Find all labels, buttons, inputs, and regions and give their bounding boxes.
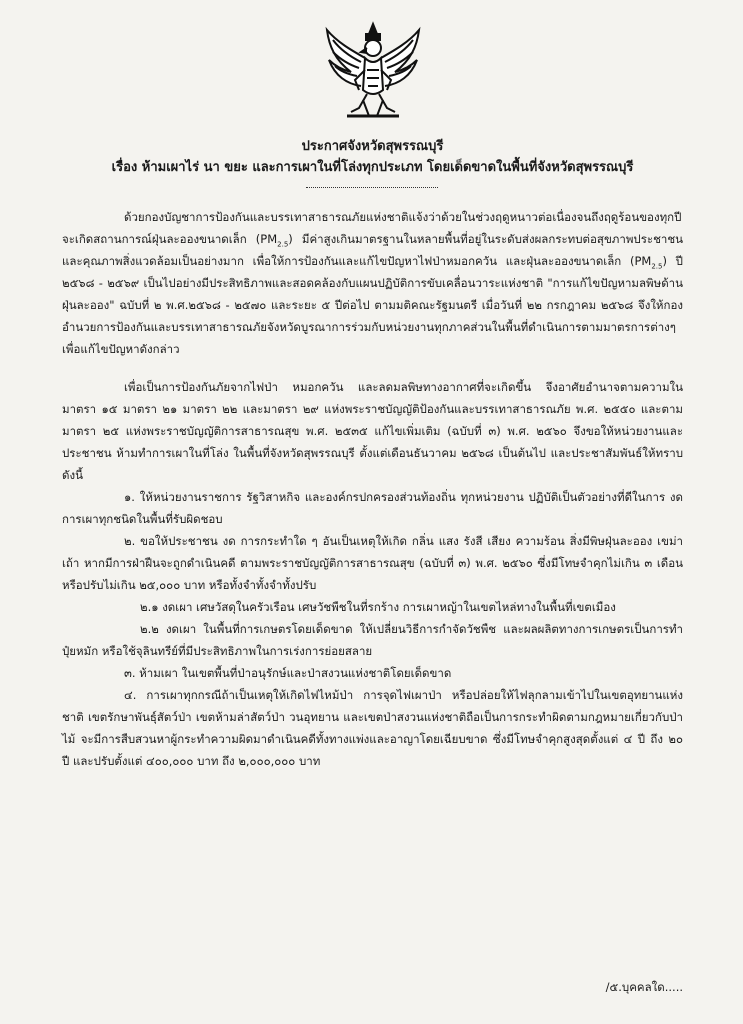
- measure-item-2-2: ๒.๒ งดเผา ในพื้นที่การเกษตรโดยเด็ดขาด ให้เปลี่ยนวิธีการกำจัดวัชพืช และผลผลิตทางการเกษตรเป็นการทำปุ๋ยหมัก หรือใช้จุลินทรีย์ที่มีประสิทธิภาพในการเร่งการย่อยสลาย: [62, 622, 683, 658]
- announcement-title: ประกาศจังหวัดสุพรรณบุรี: [301, 139, 444, 154]
- measure-item-2: ๒. ขอให้ประชาชน งด การกระทำใด ๆ อันเป็นเหตุให้เกิด กลิ่น แสง รังสี เสียง ความร้อน สิ่งมีพิษฝุ่นละออง เขม่า เถ้า หากมีการฝ่าฝืนจะถูกดำเนินคดี ตามพระราชบัญญัติการสาธารณสุข (ฉบับที่ ๓) พ.ศ. ๒๕๖๐ ซึ่งมีโทษจำคุกไม่เกิน ๓ เดือน หรือปรับไม่เกิน ๒๕,๐๐๐ บาท หรือทั้งจำทั้งจำทั้งปรับ: [62, 534, 683, 592]
- paragraph-background: ด้วยกองบัญชาการป้องกันและบรรเทาสาธารณภัยแห่งชาติแจ้งว่าด้วยในช่วงฤดูหนาวต่อเนื่องจนถึงฤดูร้อนของทุกปีจะเกิดสถานการณ์ฝุ่นละอองขนาดเล็ก $(PM_{2.5})$ มีค่าสูงเกินมาตรฐานในหลายพื้นที่อยู่ในระดับส่งผลกระทบต่อสุขภาพประชาชนและคุณภาพสิ่งแวดล้อมเป็นอย่างมาก เพื่อให้การป้องกันและแก้ไขปัญหาไฟป่าหมอกควัน และฝุ่นละอองขนาดเล็ก $(PM_{2.5})$ ปี ๒๕๖๘ - ๒๕๖๙ เป็นไปอย่างมีประสิทธิภาพและสอดคล้องกับแผนปฏิบัติการขับเคลื่อนวาระแห่งชาติ "การแก้ไขปัญหามลพิษด้านฝุ่นละออง" ฉบับที่ ๒ พ.ศ.๒๕๖๘ - ๒๕๗๐ และระยะ ๕ ปีต่อไป ตามมติคณะรัฐมนตรี เมื่อวันที่ ๒๒ กรกฎาคม ๒๕๖๘ จึงให้กองอำนวยการป้องกันและบรรเทาสาธารณภัยจังหวัดบูรณาการร่วมกับหน่วยงานทุกภาคส่วนในพื้นที่ดำเนินการตามมาตรการต่างๆ เพื่อแก้ไขปัญหาดังกล่าว: [62, 210, 684, 356]
- title-divider: [306, 187, 438, 188]
- measure-item-4: ๔. การเผาทุกกรณีถ้าเป็นเหตุให้เกิดไฟไหม้ป่า การจุดไฟเผาป่า หรือปล่อยให้ไฟลุกลามเข้าไปในเขตอุทยานแห่งชาติ เขตรักษาพันธุ์สัตว์ป่า เขตห้ามล่าสัตว์ป่า วนอุทยาน และเขตป่าสงวนแห่งชาติถือเป็นการกระทำผิดตามกฎหมายเกี่ยวกับป่าไม้ จะมีการสืบสวนหาผู้กระทำความผิดมาดำเนินคดีทั้งทางแพ่งและอาญาโดยเฉียบขาด ซึ่งมีโทษจำคุกสูงสุดตั้งแต่ ๔ ปี ถึง ๒๐ ปี และปรับตั้งแต่ ๔๐๐,๐๐๐ บาท ถึง ๒,๐๐๐,๐๐๐ บาท: [62, 688, 683, 768]
- measure-item-1: ๑. ให้หน่วยงานราชการ รัฐวิสาหกิจ และองค์กรปกครองส่วนท้องถิ่น ทุกหน่วยงาน ปฏิบัติเป็นตัวอย่างที่ดีในการ งด การเผาทุกชนิดในพื้นที่รับผิดชอบ: [62, 490, 683, 526]
- paragraph-authority: เพื่อเป็นการป้องกันภัยจากไฟป่า หมอกควัน และลดมลพิษทางอากาศที่จะเกิดขึ้น จึงอาศัยอำนาจตามความในมาตรา ๑๕ มาตรา ๒๑ มาตรา ๒๒ และมาตรา ๒๙ แห่งพระราชบัญญัติป้องกันและบรรเทาสาธารณภัย พ.ศ. ๒๕๕๐ และตามมาตรา ๒๕ แห่งพระราชบัญญัติการสาธารณสุข พ.ศ. ๒๕๓๕ แก้ไขเพิ่มเติม (ฉบับที่ ๓) พ.ศ. ๒๕๖๐ จึงขอให้หน่วยงานและประชาชน ห้ามทำการเผาในที่โล่ง ในพื้นที่จังหวัดสุพรรณบุรี ตั้งแต่เดือนธันวาคม ๒๕๖๘ เป็นต้นไป และประชาสัมพันธ์ให้ทราบ ดังนี้: [62, 380, 683, 482]
- continuation-note: /๕.บุคคลใด.....: [605, 980, 683, 994]
- announcement-subject: เรื่อง ห้ามเผาไร่ นา ขยะ และการเผาในที่โล่งทุกประเภท โดยเด็ดขาดในพื้นที่จังหวัดสุพรรณบุรี: [111, 160, 634, 175]
- announcement-body: [62, 206, 683, 772]
- measure-item-3: ๓. ห้ามเผา ในเขตพื้นที่ป่าอนุรักษ์และป่าสงวนแห่งชาติโดยเด็ดขาด: [124, 666, 452, 680]
- measure-item-2-1: ๒.๑ งดเผา เศษวัสดุในครัวเรือน เศษวัชพืชในที่รกร้าง การเผาหญ้าในเขตไหล่ทางในพื้นที่เขตเมือง: [140, 600, 616, 614]
- garuda-emblem-icon: [321, 20, 425, 124]
